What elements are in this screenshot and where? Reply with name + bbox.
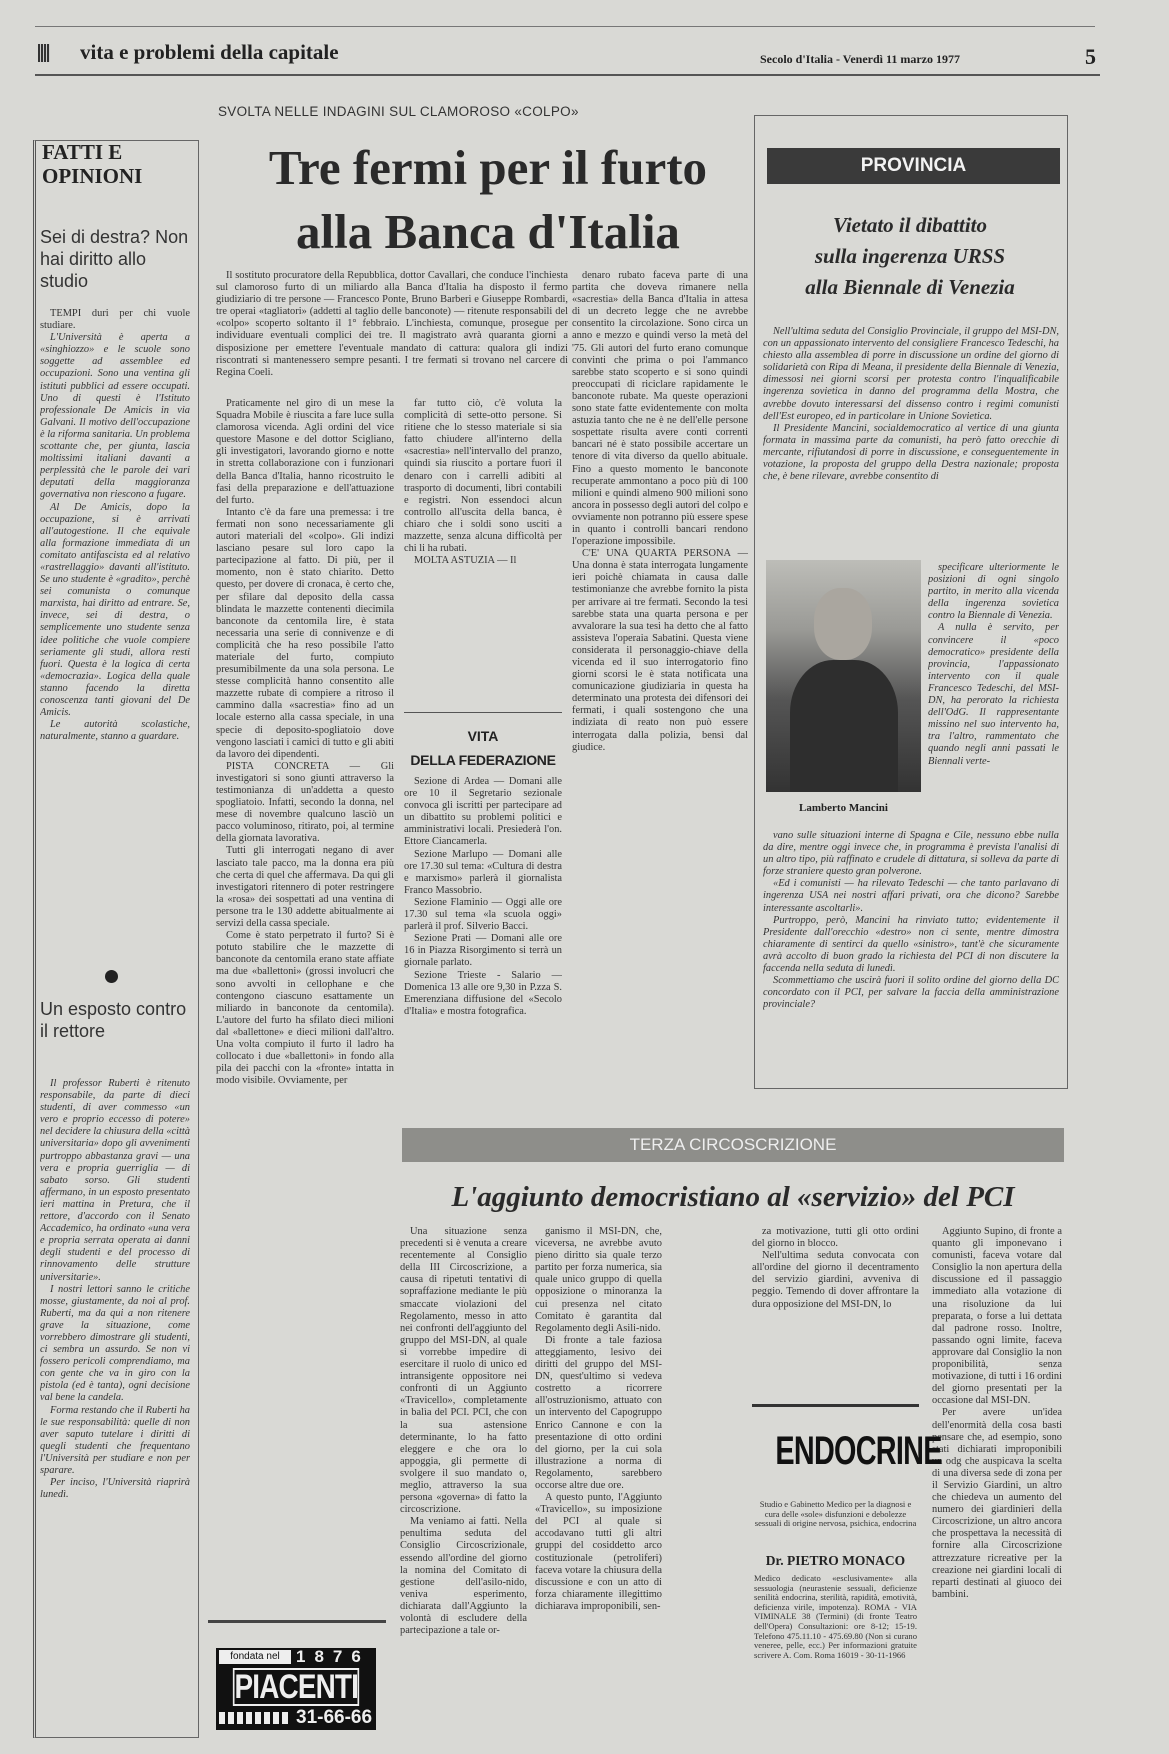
paragraph: vano sulle situazioni interne di Spagna e Cile, nessuno ebbe nulla da dire, mentre oggi invece che, in programma è prevista l'analisi di un altro tipo, più raffinato e crudele di dittatura, si solleva da parte di forze straniere questo gran polverone. xyxy=(763,830,1059,878)
sidebar-article2-body xyxy=(40,1078,190,1728)
lead-column-3 xyxy=(572,270,748,1082)
endocrine-ad-doctor: Dr. PIETRO MONACO xyxy=(765,1553,906,1568)
sidebar-rubric: FATTI E OPINIONI xyxy=(42,140,143,188)
lead-intro xyxy=(216,270,568,392)
federazione-rule xyxy=(404,712,562,713)
endocrine-ad-intro: Studio e Gabinetto Medico per la diagnosi e cura delle «sole» disfunzioni e debolezze sessuali di origine nervosa, psichica, endocrina xyxy=(754,1500,917,1529)
paragraph: Sezione Marlupo — Domani alle ore 17.30 sul tema: «Cultura di destra e marxismo» parlerà il giornalista Franco Massobrio. xyxy=(404,848,562,896)
paragraph: Per avere un'idea dell'enormità della cosa basti pensare che, ad esempio, sono stati dichiarati improponibili un odg che auspicava la scelta di una diversa sede di zona per il Servizio Giardini, un altro che chiedeva un aumento del numero dei giardinieri della Circoscrizione, un altro ancora che prospettava la necessità di fornire alla Circoscrizione attrezzature ricreative per la creazione nei giardini locali di reparti destinati al giuoco dei bambini. xyxy=(932,1407,1062,1600)
paragraph: Per inciso, l'Università riaprirà lunedì. xyxy=(40,1477,190,1501)
paragraph: Nell'ultima seduta convocata con all'ordine del giorno il decentramento del servizio giardini, avveniva di peggio. Temendo di dover affrontare la dura opposizione del MSI-DN, lo xyxy=(752,1250,919,1310)
lead-kicker: SVOLTA NELLE INDAGINI SUL CLAMOROSO «COLPO» xyxy=(218,104,579,119)
piacenti-year: 1876 xyxy=(296,1648,370,1666)
ad-rule xyxy=(752,1404,919,1407)
paragraph: Tutti gli interrogati negano di aver lasciato tale pacco, ma la donna era più che certa di quel che affermava. Da qui gli investigatori ritennero di poter restringere la «rosa» dei sospettati ad una ventina di persone tra le 130 addette abitualmente ai servizi della cassa speciale. xyxy=(216,845,394,930)
provincia-body-top xyxy=(763,326,1059,556)
section-logo-icon xyxy=(38,44,50,62)
paragraph: Il Presidente Mancini, socialdemocratico al vertice di una giunta formata in massima parte da comunisti, ha però fatto orecchie di mercante, rifiutandosi di porre in discussione, e conseguentemente in votazione, la proposta del gruppo della Destra nazionale; proposta che, è bene rilevare, avrebbe consentito di xyxy=(763,422,1059,483)
provincia-headline xyxy=(760,210,1060,303)
lead-column-1 xyxy=(216,398,394,1608)
endocrine-ad-title: ENDOCRINE xyxy=(775,1429,942,1473)
provincia-headline-2: sulla ingerenza URSS xyxy=(814,244,1006,268)
circoscrizione-band: TERZA CIRCOSCRIZIONE xyxy=(402,1128,1064,1162)
provincia-band: PROVINCIA xyxy=(767,148,1060,184)
sidebar-article2-title: Un esposto contro il rettore xyxy=(40,999,187,1041)
piacenti-ad xyxy=(216,1648,376,1730)
paragraph: PISTA CONCRETA — Gli investigatori si sono giunti attraverso la testimonianza di un'addetta a questo spogliatoio. Infatti, secondo la donna, nel mese di novembre qualcuno lasciò un pacco voluminoso, ritirato, poi, al termine della giornata lavorativa. xyxy=(216,760,394,845)
paragraph: ganismo il MSI-DN, che, viceversa, ne avrebbe avuto pieno diritto sia quale terzo partito per forza numerica, sia quale unico gruppo di quella opposizione o minoranza la cui presenza nel citato Comitato è garantita dal Regolamento degli Asili-nido. xyxy=(535,1226,662,1334)
lead-headline-1: Tre fermi per il furto xyxy=(268,140,708,195)
paragraph: Scommettiamo che uscirà fuori il solito ordine del giorno della DC concordato con il PCI, per salvare la faccia della amministrazione provinciale? xyxy=(763,975,1059,1011)
paragraph: Sezione Trieste - Salario — Domenica 13 alle ore 9,30 in P.zza S. Emerenziana diffusione del «Secolo d'Italia» e mostra fotografica. xyxy=(404,969,562,1017)
paragraph: Intanto c'è da fare una premessa: i tre fermati non sono necessariamente gli autori materiali del «colpo». Gli indizi lasciano pesare sul loro capo la partecipazione al fatto. Di più, per il momento, non è stato chiarito. Detto questo, per dovere di cronaca, è certo che, per sfilare dal deposito della cassa blindata le mazzette contenenti diecimila banconote da centomila lire, è stata necessaria una serie di connivenze e di complicità che ha reso possibile l'atto materiale del furto, compiuto presumibilmente da una sola persona. Le stesse complicità hanno consentito alle mazzette rubate di compiere a ritroso il cammino dalla «sacrestia» fino ad un locale esterno alla cassa speciale, in una specie di deposito-spogliatoio dove vengono lasciati i camici di tutto e gli abiti da lavoro dei dipendenti. xyxy=(216,506,394,760)
paragraph: C'E' UNA QUARTA PERSONA — Una donna è stata interrogata lungamente ieri poichè chiamata in causa dalle testimonianze che avrebbe fornito la pista per arrivare ai tre fermati. Secondo la tesi sarebbe stata una quarta persona e per avvalorare la sua tesi ha detto che al fatto assisteva l'operaia Sabatini. Questa viene considerata il personaggio-chiave della vicenda ed il suo interrogatorio fino giorni scorsi le è stata notificata una comunicazione giudiziaria in questa ha determinato una protesta dei difensori dei fermati, i quali sostengono che una indiziata di reato non può essere interrogata dalla polizia, bensì dal giudice. xyxy=(572,548,748,753)
paragraph: L'Università è aperta a «singhiozzo» e le scuole sono soggette ad assemblee ed occupazioni. Sono una ventina gli istituti pubblici ad essere occupati. Uno di questi è l'Istituto professionale De Amicis in via Galvani. Il motivo dell'occupazione è la riforma sanitaria. Un problema scottante che, per giunta, lascia moltissimi italiani davanti a perplessità che le parole dei vari deputati della maggioranza governativa non riescono a fugare. xyxy=(40,332,190,501)
paragraph: Il professor Ruberti è ritenuto responsabile, da parte di dieci studenti, di aver commesso «un vero e proprio eccesso di potere» nel decidere la chiusura della «città universitaria» dopo gli avvenimenti purtroppo abbastanza gravi — una vera e propria guerriglia — di sabato sorso. Gli studenti affermano, in un esposto presentato ieri mattina in Pretura, che il rettore, d'accordo con il Senato Accademico, ha ordinato «una vera e propria serrata operata ai danni degli studenti e del processo di rinnovamento delle strutture universitarie». xyxy=(40,1078,190,1283)
provincia-headline-3: alla Biennale di Venezia xyxy=(805,275,1015,299)
federazione-title-2: DELLA FEDERAZIONE xyxy=(410,752,556,768)
paragraph: TEMPI duri per chi vuole studiare. xyxy=(40,308,190,332)
portrait-suit xyxy=(790,660,898,792)
paragraph: «Ed i comunisti — ha rilevato Tedeschi — che tanto parlavano di ingerenza USA nei nostri affari privati, ora che dicono? Sarebbe interessante ascoltarli». xyxy=(763,878,1059,914)
paragraph: Sezione di Ardea — Domani alle ore 10 il Segretario sezionale convoca gli iscritti per partecipare ad un dibattito su problemi politici e amministrativi locali. Presiederà l'on. Ettore Ciancamerla. xyxy=(404,776,562,848)
piacenti-name: PIACENTI xyxy=(234,1668,359,1706)
paragraph: Di fronte a tale faziosa atteggiamento, lesivo dei diritti del gruppo del MSI-DN, quest'ultimo si vedeva costretto a ricorrere all'ostruzionismo, attuato con un intervento del Capogruppo Enrico Cannone e con la presentazione di otto ordini del giorno, per la cui sola illustrazione a norma di Regolamento, sarebbero occorse altre due ore. xyxy=(535,1334,662,1491)
paragraph: I nostri lettori sanno le critiche mosse, giustamente, da noi al prof. Ruberti, ma da qui a non ritenere grave la situazione, come vorrebbero dimostrare gli studenti, ci sembra un assurdo. Se non vi fossero pericoli comprendiamo, ma con gente che va in giro con la pistola (ed è tanta), ogni decisione val bene la candela. xyxy=(40,1283,190,1404)
paragraph: Purtroppo, però, Mancini ha rinviato tutto; evidentemente il Presidente dall'orecchio «destro» non ci sente, mentre dimostra chiaramente di sentirci da quello «sinistro», tant'è che sicuramente avrà accolto di buon grado la richiesta del PCI di non discutere la faccenda nella seduta di lunedì. xyxy=(763,914,1059,975)
provincia-body-side xyxy=(928,562,1059,828)
paragraph: A questo punto, l'Aggiunto «Travicello», su imposizione del PCI al quale si accodavano tutti gli altri gruppi del cosiddetto arco costituzionale (petroliferi) faceva votare la chiusura della discussione e con un atto di forza chiaramente illegittimo dichiarava improponibili, sen- xyxy=(535,1492,662,1612)
paragraph: A nulla è servito, per convincere il «poco democratico» presidente della provincia, l'appassionato intervento con il quale Francesco Tedeschi, del MSI-DN, ha perorato la richiesta dell'OdG. Il rappresentante missino nel suo intervento ha, tra l'altro, rammentato che quando negli anni passati le Biennali verte- xyxy=(928,622,1059,767)
paragraph: za motivazione, tutti gli otto ordini del giorno in blocco. xyxy=(752,1226,919,1250)
dateline: Secolo d'Italia - Venerdì 11 marzo 1977 xyxy=(760,52,960,66)
paragraph: specificare ulteriormente le posizioni di ogni singolo partito, in merito alla vicenda della ingerenza sovietica contro la Biennale di Venezia. xyxy=(928,562,1059,622)
photo-caption: Lamberto Mancini xyxy=(799,802,888,814)
paragraph: Ma veniamo ai fatti. Nella penultima seduta del Consiglio Circoscrizionale, essendo all'ordine del giorno la nomina del Comitato di gestione dell'asilo-nido, veniva esperimento, dichiarata dall'Aggiunto la volontà di escludere della partecipazione a tale or- xyxy=(400,1516,527,1637)
paragraph: Il sostituto procuratore della Repubblica, dottor Cavallari, che conduce l'inchiesta sul clamoroso furto di un miliardo alla Banca d'Italia ha disposto il fermo giudiziario di tre persone — Francesco Ponte, Bruno Barberi e Giuseppe Rombardi, tre operai «tagliatori» (addetti al taglio delle banconote) — ritenute responsabili del «colpo» scoperto soltanto il 1° febbraio. L'inchiesta, comunque, prosegue per individuare eventuali complici dei tre. Il magistrato avrà quaranta giorni a disposizione per emettere l'eventuale mandato di cattura: qualora gli indizi riscontrati si mantenessero sempre pesanti. I tre fermati si trovano nel carcere di Regina Coeli. xyxy=(216,270,568,378)
ad-rule xyxy=(208,1620,386,1623)
header-rule xyxy=(35,74,1100,76)
circoscrizione-column-3 xyxy=(752,1226,919,1386)
federazione-body xyxy=(404,776,562,1076)
paragraph: Sezione Prati — Domani alle ore 16 in Piazza Risorgimento si terrà un giornale parlato. xyxy=(404,933,562,969)
federazione-title-1: VITA xyxy=(467,728,499,744)
paragraph: Forma restando che il Ruberti ha le sue responsabilità: quelle di non aver saputo tutelare i diritti di quegli studenti che frequentano l'Università per studiare e non per sparare. xyxy=(40,1404,190,1476)
mancini-photo xyxy=(766,560,921,792)
page-number: 5 xyxy=(1085,44,1096,69)
section-title: vita e problemi della capitale xyxy=(80,40,339,64)
paragraph: Al De Amicis, dopo la occupazione, si è arrivati all'autogestione. Il che equivale alla formazione immediata di un comitato antifascista ed al relativo «rastrellaggio» davanti all'istituto. Se uno studente è «gradito», perchè sei comunista o comunque marxista, hai diritto ad entrare. Se, invece, sei di destra, o semplicemente uno studente senza idee politiche che vuole compiere seriamente gli studi, allora resti fuori. Questa è la logica di certa «democrazia». Logica della quale stanno facendo la diretta conoscenza tanti giovani del De Amicis. xyxy=(40,501,190,719)
circoscrizione-column-1 xyxy=(400,1226,527,1736)
paragraph: Una situazione senza precedenti si è venuta a creare recentemente al Consiglio della III Circoscrizione, a causa di ripetuti tentativi di sopraffazione mediante le più smaccate violazioni del Regolamento, messo in atto nei confronti dell'aggiunto del gruppo del MSI-DN, al quale si vorrebbe impedire di esercitare il ruolo di unico ed intransigente oppositore nei confronti di un Aggiunto «Travicello», completamente in balìa del PCI. PCI, che con la sua astensione determinante, lo ha fatto eleggere e che ora lo appoggia, gli permette di svolgere il suo mandato o, meglio, attraverso la sua persona «governa» di fatto la circoscrizione. xyxy=(400,1226,527,1516)
paragraph: Praticamente nel giro di un mese la Squadra Mobile è riuscita a fare luce sulla clamorosa vicenda. Agli ordini del vice questore Masone e del dottor Scigliano, gli investigatori, lavorando giorno e notte in stretta collaborazione con i funzionari della Banca d'Italia, hanno ricostruito le fasi della preparazione e dell'attuazione del furto. xyxy=(216,398,394,506)
paragraph: Sezione Flaminio — Oggi alle ore 17.30 sul tema «la scuola oggi» parlerà il prof. Silverio Bacci. xyxy=(404,896,562,933)
sidebar-article1-body xyxy=(40,308,190,958)
lead-headline-2: alla Banca d'Italia xyxy=(296,204,680,259)
sidebar-article1-title: Sei di destra? Non hai diritto allo studio xyxy=(40,227,189,291)
circoscrizione-column-2 xyxy=(535,1226,662,1736)
paragraph: Le autorità scolastiche, naturalmente, stanno a guardare. xyxy=(40,719,190,743)
portrait-face xyxy=(814,588,872,660)
lead-column-2 xyxy=(404,398,562,688)
paragraph: Come è stato perpetrato il furto? Si è potuto stabilire che le mazzette di banconote da centomila erano state affiate ma due «ballettoni» (grossi involucri che sono avvolti in cellophane e che contengono ciascuno esattamente un miliardo in banconote da centomila). L'autore del furto ha sfilato dieci milioni dal «ballettone» e dieci milioni dall'altro. Una volta compiuto il furto il ladro ha collocato i due «ballettoni» in fondo alla pila dei pacchi con la «fronte» intatta in modo visibile. Ovviamente, per xyxy=(216,930,394,1087)
paragraph: far tutto ciò, c'è voluta la complicità di sette-otto persone. Si ritiene che lo stesso materiale si sia fatto chiudere all'interno della «sacrestia» nell'intervallo del pranzo, quindi sia riuscito a portare fuori il denaro con i carrelli adibiti al trasporto di documenti, libri contabili e registri. Non essendoci alcun controllo all'uscita della banca, è chiaro che i soldi sono usciti a mazzette, senza alcuna difficoltà per chi li ha rubati. xyxy=(404,398,562,555)
circoscrizione-column-4 xyxy=(932,1226,1062,1736)
piacenti-founded-label: fondata nel xyxy=(219,1650,291,1664)
circoscrizione-headline: L'aggiunto democristiano al «servizio» del PCI xyxy=(451,1181,1015,1213)
paragraph: Nell'ultima seduta del Consiglio Provinciale, il gruppo del MSI-DN, con un appassionato intervento del consigliere Francesco Tedeschi, ha chiesto alla assemblea di porre in discussione un ordine del giorno di solidarietà con Ripa di Meana, il presidente della Biennale di Venezia, dimessosi nei giorni scorsi per protesta contro l'inqualificabile ingerenza sovietica in danno del programma della Mostra, che avrebbe dovuto interessarsi del dissenso contro i regimi comunisti dell'Est europeo, ed in particolare in Unione Sovietica. xyxy=(763,326,1059,422)
provincia-body-bottom xyxy=(763,830,1059,1080)
endocrine-ad-details: Medico dedicato «esclusivamente» alla sessuologia (neurastenie sessuali, deficienze senilità endocrina, sterilità, rapidità, emotività, deficienza virile, impotenza). ROMA - VIA VIMINALE 38 (Termini) (di fronte Teatro dell'Opera) Consultazioni: ore 8-12; 15-19. Telefono 475.11.10 - 475.69.80 (Non si curano veneree, pelle, ecc.) Per informazioni gratuite scrivere A. Com. Roma 16019 - 30-11-1966 xyxy=(754,1574,917,1660)
paragraph: denaro rubato faceva parte di una partita che doveva rimanere nella «sacrestia» della Banca d'Italia in attesa di un decreto legge che ne avrebbe consentito la circolazione. Sono circa un anno e mezzo e quindi verso la metà del '75. Gli autori del furto erano comunque convinti che prima o poi l'ammanco sarebbe stato scoperto e si sono quindi preoccupati di riciclare rapidamente le banconote rubate. Ma queste operazioni sono state fatte evidentemente con molta astuzia tanto che ne è ne dell'elle persone sospettate risulta avere conti correnti bancari né è stato possibile accertare un tenore di vita diverso da quello abituale. Fino a questo momento le banconote recuperate ammontano a poco più di 100 milioni e quindi almeno 900 milioni sono ancora in possesso degli autori del colpo e ovviamente non potranno più essere spese in quanto i controlli bancari rendono l'operazione impossibile. xyxy=(572,270,748,548)
provincia-headline-1: Vietato il dibattito xyxy=(832,213,987,237)
top-rule xyxy=(35,26,1095,27)
paragraph: Aggiunto Supino, di fronte a quanto gli imponevano i comunisti, faceva votare dal Consiglio la non apertura della discussione ed il passaggio immediato alla votazione di una risoluzione da lui preparata, o forse a lui dettata dal padrone rosso. Inoltre, passando ogni limite, faceva approvare dal Consiglio la non proponibilità, senza motivazione, di tutti i 16 ordini del giorno presentati per la occasione dal MSI-DN. xyxy=(932,1226,1062,1407)
phone-icon xyxy=(219,1712,291,1724)
piacenti-phone: 31-66-66 xyxy=(296,1707,373,1728)
bullet-dot-icon xyxy=(105,970,118,983)
paragraph: MOLTA ASTUZIA — Il xyxy=(414,555,517,567)
